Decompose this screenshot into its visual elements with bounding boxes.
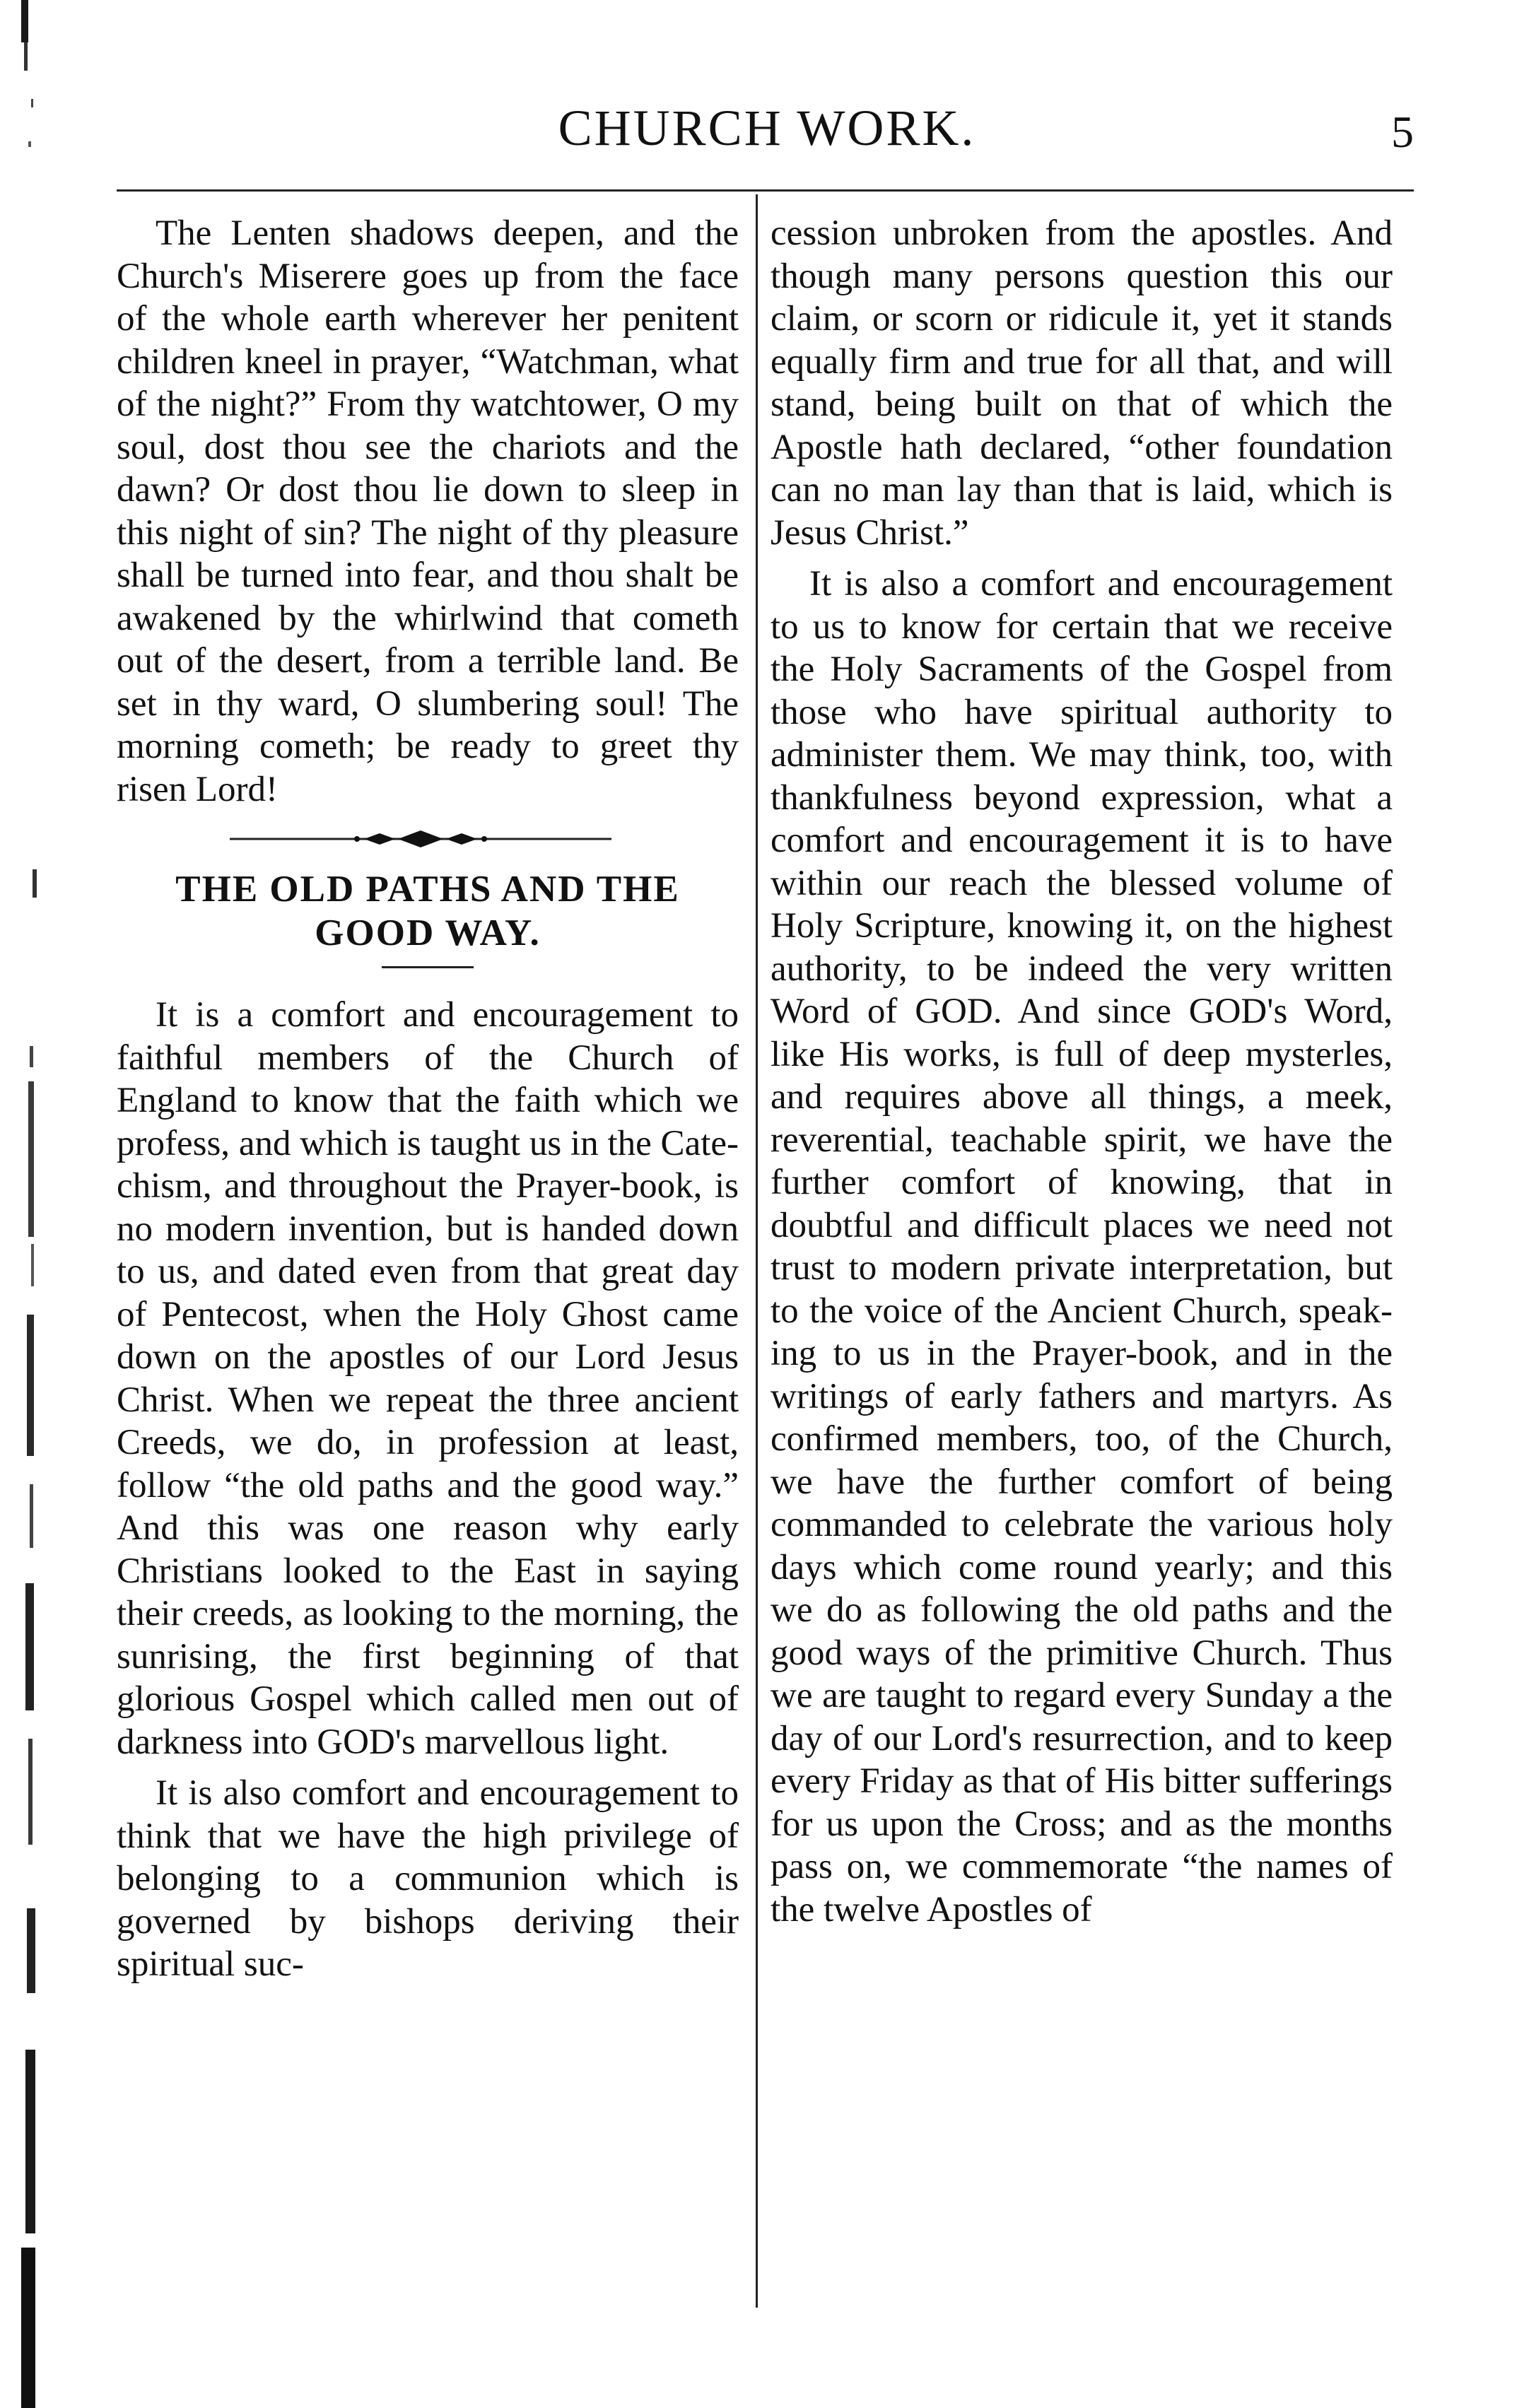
section-title: THE OLD PATHS AND THE GOOD WAY.: [175, 869, 680, 953]
succession-paragraph: cession unbroken from the apostles. And though many persons question this our claim, or scorn or ridicule it, yet it stands equally firm and true for all that, and will stand, being built on that of which the Apostle hath declared, “other foundation can no man lay than that is laid, which is Jesus Christ.”: [771, 213, 1393, 553]
left-column: [117, 212, 739, 1995]
page-number: 5: [1391, 107, 1414, 157]
communion-paragraph: It is also comfort and encouragement to think that we have the high privilege of belonging to a communion which is governed by bishops deriving their spiritual suc-: [117, 1773, 739, 1984]
right-column: [771, 212, 1393, 1939]
page-header: [120, 92, 1414, 163]
running-title: CHURCH WORK.: [558, 100, 976, 156]
lenten-paragraph: The Lenten shadows deepen, and the Church's Miserere goes up from the face of the whole earth wherever her penitent children kneel in prayer, “Watchman, what of the night?” From thy watchtower, O my soul, dost thou see the chariots and the dawn? Or dost thou lie down to sleep in this night of sin? The night of thy pleasure shall be turned into fear, and thou shalt be awakened by the whirlwind that cometh out of the desert, from a terrible land. Be set in thy ward, O slumbering soul! The morning cometh; be ready to greet thy risen Lord!: [117, 213, 739, 809]
sacraments-paragraph: It is also a comfort and encouragement to us to know for certain that we receive the Holy Sacraments of the Gospel from those who have spiritual authority to administer them. We may think, too, with thankfulness beyond expression, what a comfort and encouragement it is to have within our reach the blessed volume of Holy Scripture, knowing it, on the highest authority, to be indeed the very written Word of GOD. And since GOD's Word, like His works, is full of deep mysterles, and requires above all things, a meek, reverential, teachable spirit, we have the further comfort of knowing, that in doubtful and difficult places we need not trust to modern private interpretation, but to the voice of the Ancient Church, speaking to us in the Prayer-book, and in the writings of early fathers and martyrs. As confirmed members, too, of the Church, we have the further comfort of being commanded to celebrate the various holy days which come round yearly; and this we do as following the old paths and the good ways of the primitive Church. Thus we are taught to regard every Sunday a the day of our Lord's resurrection, and to keep every Friday as that of His bitter sufferings for us upon the Cross; and as the months pass on, we commemorate “the names of the twelve Apostles of: [771, 564, 1393, 1930]
fleuron-divider-icon: [117, 821, 739, 849]
column-divider: [756, 194, 758, 2308]
scan-edge-marks: [0, 0, 85, 2408]
old-paths-paragraph: It is a comfort and encouragement to faithful members of the Church of England to know that the faith which we profess, and which is taught us in the Catechism, and throughout the Prayer-book, is no modern invention, but is handed down to us, and dated even from that great day of Pentecost, when the Holy Ghost came down on the apostles of our Lord Jesus Christ. When we repeat the three ancient Creeds, we do, in profession at least, follow “the old paths and the good way.” And this was one reason why early Christians looked to the East in saying their creeds, as looking to the morning, the sunrising, the first beginning of that glorious Gospel which called men out of darkness into GOD's marvellous light.: [117, 995, 739, 1762]
header-rule: [117, 189, 1414, 192]
title-rule: [382, 966, 474, 968]
